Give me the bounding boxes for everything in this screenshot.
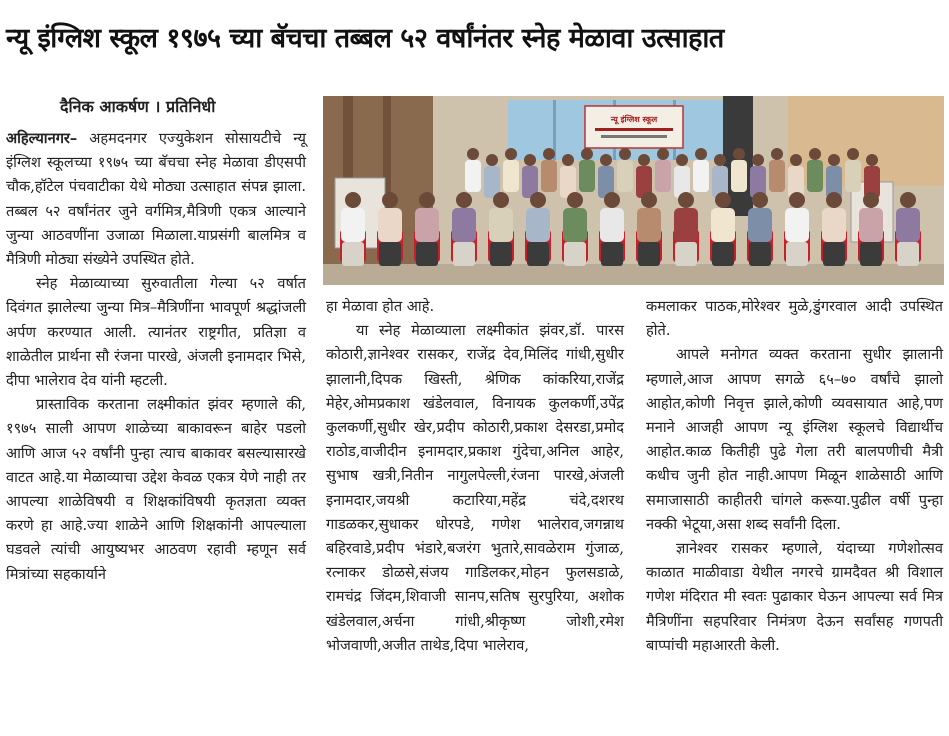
headline: न्यू इंग्लिश स्कूल १९७५ च्या बॅचचा तब्बल ५२ वर्षांनंतर स्नेह मेळावा उत्साहात [6, 23, 724, 54]
col1-para-1 [6, 127, 306, 272]
dateline-place: अहिल्यानगर– [6, 130, 78, 147]
column-1 [6, 127, 306, 587]
col3-para-1: कमलाकर पाठक,मोरेश्वर मुळे,डुंगरवाल आदी उपस्थित होते. [646, 298, 943, 340]
col2-para-2: या स्नेह मेळाव्याला लक्ष्मीकांत झंवर,डॉ. पारस कोठारी,ज्ञानेश्वर रासकर, राजेंद्र देव,मिलिंद गांधी,सुधीर झालानी,दिपक खिस्ती, श्रेणिक कांकरिया,राजेंद्र मेहेर,ओमप्रकाश खंडेलवाल, विनायक कुलकर्णी,उपेंद्र कुलकर्णी,सुधीर खेर,प्रदीप कोठारी,प्रकाश देसरडा,प्रमोद राठोड,वाजीदीन इनामदार,प्रकाश गुंदेचा,अनिल आहेर, सुभाष खत्री,नितीन नागुलपेल्ली,रंजना पारखे,अंजली इनामदार,जयश्री कटारिया,महेंद्र चंदे,दशरथ गाडळकर,सुधाकर धोरपडे, गणेश भालेराव,जगन्नाथ बहिरवाडे,प्रदीप भंडारे,बजरंग भुतारे,सावळेराम गुंजाळ, रत्नाकर डोळसे,संजय गाडिलकर,मोहन फुलसडाळे, रामचंद्र जिंदम,शिवाजी सानप,सतिष सुरपुरिया, अशोक खंडेलवाल,अर्चना गांधी,श्रीकृष्ण जोशी,रमेश भोजवाणी,अजीत ताथेड,दिपा भालेराव, [326, 322, 624, 654]
col3-para-2: आपले मनोगत व्यक्त करताना सुधीर झालानी म्हणाले,आज आपण सगळे ६५–७० वर्षांचे झालो आहोत,कोणी निवृत्त झाले,कोणी व्यवसायात आहे,पण मनाने आजही आपण न्यू इंग्लिश स्कूलचे विद्यार्थीच आहोत.काळ कितीही पुढे गेला तरी बालपणीची मैत्री कधीच जुनी होत नाही.आपण मिळून शाळेसाठी आणि समाजासाठी काहीतरी चांगले करूया.पुढील वर्षी पुन्हा नक्की भेटूया,असा शब्द सर्वांनी दिला. [646, 346, 943, 533]
col1-para-3: प्रास्ताविक करताना लक्ष्मीकांत झंवर म्हणाले की, १९७५ साली आपण शाळेच्या बाकावरून बाहेर पडलो आणि आज ५२ वर्षांनी पुन्हा त्याच बाकावर बसल्यासारखे वाटत आहे.या मेळाव्याचा उद्देश केवळ एकत्र येणे नाही तर आपल्या शाळेविषयी व शिक्षकांविषयी कृतज्ञता व्यक्त करणे हा आहे.ज्या शाळेने आणि शिक्षकांनी आपल्याला घडवले त्यांची आयुष्यभर आठवण रहावी म्हणून सर्व मित्रांच्या सहकार्याने [6, 396, 306, 583]
banner-text: न्यू इंग्लिश स्कूल [610, 115, 658, 124]
column-3 [646, 295, 943, 658]
col2-para-1: हा मेळावा होत आहे. [326, 298, 435, 315]
group-photo [323, 96, 944, 285]
column-2 [326, 295, 624, 658]
col1-para-1-text: अहमदनगर एज्युकेशन सोसायटीचे न्यू इंग्लिश स्कूलच्या १९७५ च्या बॅचचा स्नेह मेळावा डीएसपी चौक,हॉटेल पंचवाटीका येथे मोठ्या उत्साहात संपन्न झाला. तब्बल ५२ वर्षांनंतर जुने वर्गमित्र,मैत्रिणी एकत्र आल्याने जुन्या आठवणींना उजाळा मिळाला.याप्रसंगी बालमित्र व मैत्रिणी मोठ्या संख्येने उपस्थित होते. [6, 130, 306, 269]
col1-para-2: स्नेह मेळाव्याच्या सुरुवातीला गेल्या ५२ वर्षात दिवंगत झालेल्या जुन्या मित्र–मैत्रिणींना भावपूर्ण श्रद्धांजली अर्पण करण्यात आली. त्यानंतर राष्ट्रगीत, प्रतिज्ञा व शाळेतील प्रार्थना सौ रंजना पारखे, अंजली इनामदार भिसे, दीपा भालेराव देव यांनी म्हटली. [6, 275, 306, 390]
group-photo-image [323, 96, 944, 285]
banner [585, 106, 683, 148]
col3-para-3: ज्ञानेश्वर रासकर म्हणाले, यंदाच्या गणेशोत्सव काळात माळीवाडा येथील नगरचे ग्रामदैवत श्री विशाल गणेश मंदिरात मी स्वतः पुढाकार घेऊन आपल्या सर्व मित्र मैत्रिणींना सहपरिवार निमंत्रण देऊन सर्वांसह गणपती बाप्पांची महाआरती केली. [646, 540, 943, 654]
byline: दैनिक आकर्षण । प्रतिनिधी [60, 97, 216, 116]
